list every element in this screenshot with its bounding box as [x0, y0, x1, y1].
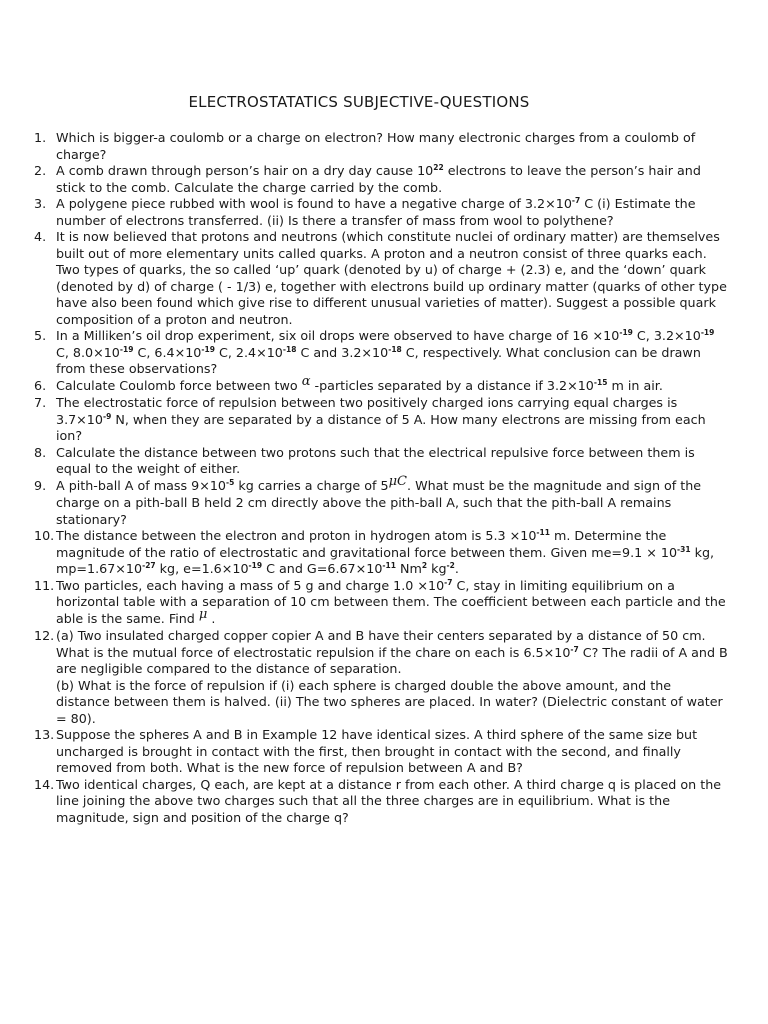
exponent: -7: [571, 196, 581, 205]
question-number: 12.: [34, 628, 55, 643]
question-text: Which is bigger-a coulomb or a charge on electron? How many electronic charges from a coulomb of charge?: [56, 130, 696, 162]
alpha-symbol: α: [301, 373, 311, 389]
question-text: C, 3.2×10: [632, 328, 701, 343]
question-text: Suppose the spheres A and B in Example 12 have identical sizes. A third sphere of the same size but uncharged is brought in contact with the first, then brought in contact with the second, and finally removed from both. What is the new force of repulsion between A and B?: [56, 727, 698, 775]
question-text: A polygene piece rubbed with wool is found to have a negative charge of 3.2×10: [56, 196, 572, 211]
question-list: [34, 130, 728, 826]
question-item: [34, 445, 728, 478]
question-text: C, 2.4×10: [214, 344, 283, 360]
question-text: A pith-ball A of mass 9×10: [56, 477, 227, 493]
exponent: 2: [421, 561, 428, 570]
question-text: kg: [427, 561, 447, 576]
question-text: Calculate the distance between two protons such that the electrical repulsive force between them is equal to the weight of either.: [56, 444, 695, 476]
question-number: 5.: [34, 328, 47, 343]
question-item: [34, 578, 728, 629]
exponent: 22: [433, 163, 444, 172]
exponent: -9: [102, 411, 112, 421]
question-number: 4.: [34, 229, 47, 244]
question-item: [34, 328, 728, 378]
exponent: -5: [226, 477, 235, 487]
question-number: 2.: [34, 163, 47, 178]
question-item: [34, 373, 728, 396]
question-number: 3.: [34, 196, 47, 211]
question-text: Two particles, each having a mass of 5 g and charge 1.0 ×10: [56, 577, 445, 593]
exponent: -2: [446, 561, 455, 570]
exponent: -27: [142, 561, 156, 570]
question-text: A comb drawn through person’s hair on a dry day cause 10: [56, 163, 434, 178]
question-text: . What must be the magnitude and sign of the charge on a pith-ball B held 2 cm directly above the pith-ball A, such that the pith-ball A remains stationary?: [56, 477, 702, 527]
question-number: 11.: [34, 577, 55, 593]
question-item: [34, 473, 728, 529]
question-item: [34, 163, 728, 196]
question-text: m. Determine the magnitude of the ratio of electrostatic and gravitational force between them. Given me=9.1 × 10: [56, 528, 678, 560]
question-text: Nm: [395, 561, 422, 576]
question-text: (a) Two insulated charged copper copier A and B have their centers separated by a distance of 50 cm. What is the mutual force of electrostatic repulsion if the chare on each is 6.5×10: [56, 628, 706, 660]
question-number: 7.: [34, 395, 47, 410]
question-item: [34, 196, 728, 229]
exponent: -19: [201, 344, 215, 354]
exponent: -19: [248, 561, 263, 570]
question-number: 8.: [34, 444, 47, 460]
exponent: -18: [282, 344, 297, 354]
question-text: C? The radii of A and B are negligible compared to the distance of separation.: [56, 644, 728, 676]
question-number: 13.: [34, 727, 55, 742]
exponent: -7: [570, 644, 579, 654]
question-number: 10.: [34, 528, 55, 543]
question-item: [34, 628, 728, 727]
question-text: The distance between the electron and proton in hydrogen atom is 5.3 ×10: [56, 528, 537, 543]
question-text: (b) What is the force of repulsion if (i) each sphere is charged double the above amount, and the distance between them is halved. (ii) The two spheres are placed. In water? (Dielectric constant of water = 80).: [56, 677, 723, 726]
question-text: The electrostatic force of repulsion between two positively charged ions carrying equal charges is 3.7×10: [56, 395, 678, 427]
question-text: C and G=6.67×10: [262, 561, 383, 576]
exponent: -15: [593, 377, 608, 387]
exponent: -19: [119, 344, 134, 354]
question-text: C and 3.2×10: [296, 344, 389, 360]
exponent: -11: [536, 528, 550, 537]
question-text: C, stay in limiting equilibrium on a horizontal table with a separation of 10 cm between them. The coefficient between each particle and the able is the same. Find: [56, 577, 726, 626]
question-item: [34, 528, 728, 578]
question-text: -particles separated by a distance if 3.2×10: [310, 377, 594, 393]
exponent: -7: [444, 577, 453, 587]
question-text: C (i) Estimate the number of electrons transferred. (ii) Is there a transfer of mass from wool to polythene?: [56, 196, 696, 228]
exponent: -18: [388, 344, 402, 354]
question-text: C, respectively. What conclusion can be drawn from these observations?: [56, 344, 701, 376]
exponent: -31: [677, 544, 691, 554]
question-number: 9.: [34, 477, 47, 493]
question-text: m in air.: [607, 377, 663, 393]
exponent: -19: [700, 328, 715, 337]
question-item: [34, 395, 728, 445]
question-text: N, when they are separated by a distance of 5 A. How many electrons are missing from each ion?: [56, 411, 706, 443]
microcoulomb-symbol: μC: [388, 473, 407, 489]
exponent: -19: [619, 328, 633, 337]
question-item: [34, 130, 728, 163]
question-text: Calculate Coulomb force between two: [56, 377, 302, 393]
mu-symbol: μ: [198, 606, 208, 622]
question-item: [34, 777, 728, 827]
question-text: In a Milliken’s oil drop experiment, six oil drops were observed to have charge of 16 ×10: [56, 328, 620, 343]
question-item: [34, 229, 728, 328]
question-text: electrons to leave the person’s hair and stick to the comb. Calculate the charge carried by the comb.: [56, 163, 701, 195]
question-item: [34, 727, 728, 777]
question-text: kg, e=1.6×10: [155, 561, 249, 576]
question-text: kg carries a charge of 5: [234, 477, 389, 493]
question-text: .: [454, 561, 459, 576]
question-text: C, 8.0×10: [56, 344, 120, 360]
exponent: -11: [382, 561, 396, 570]
question-number: 1.: [34, 130, 47, 145]
question-text: .: [207, 610, 216, 626]
question-text: kg, mp=1.67×10: [56, 544, 715, 576]
question-text: Two identical charges, Q each, are kept at a distance r from each other. A third charge q is placed on the line joining the above two charges such that all the three charges are in equilibrium. What is the magnitude, sign and position of the charge q?: [56, 776, 722, 825]
question-text: It is now believed that protons and neutrons (which constitute nuclei of ordinary matter) are themselves built out of more elementary units called quarks. A proton and a neutron consist of three quarks each. Two types of quarks, the so called ‘up’ quark (denoted by u) of charge + (2.3) e, and the ‘down’ quark (denoted by d) of charge ( - 1/3) e, together with electrons build up ordinary matter (quarks of other type have also been found which give rise to different unusual varieties of matter). Suggest a possible quark composition of a proton and neutron.: [56, 229, 727, 327]
question-text: C, 6.4×10: [133, 344, 202, 360]
page-title: ELECTROSTATATICS SUBJECTIVE-QUESTIONS: [188, 93, 530, 111]
question-number: 6.: [34, 377, 47, 393]
question-number: 14.: [34, 776, 55, 792]
